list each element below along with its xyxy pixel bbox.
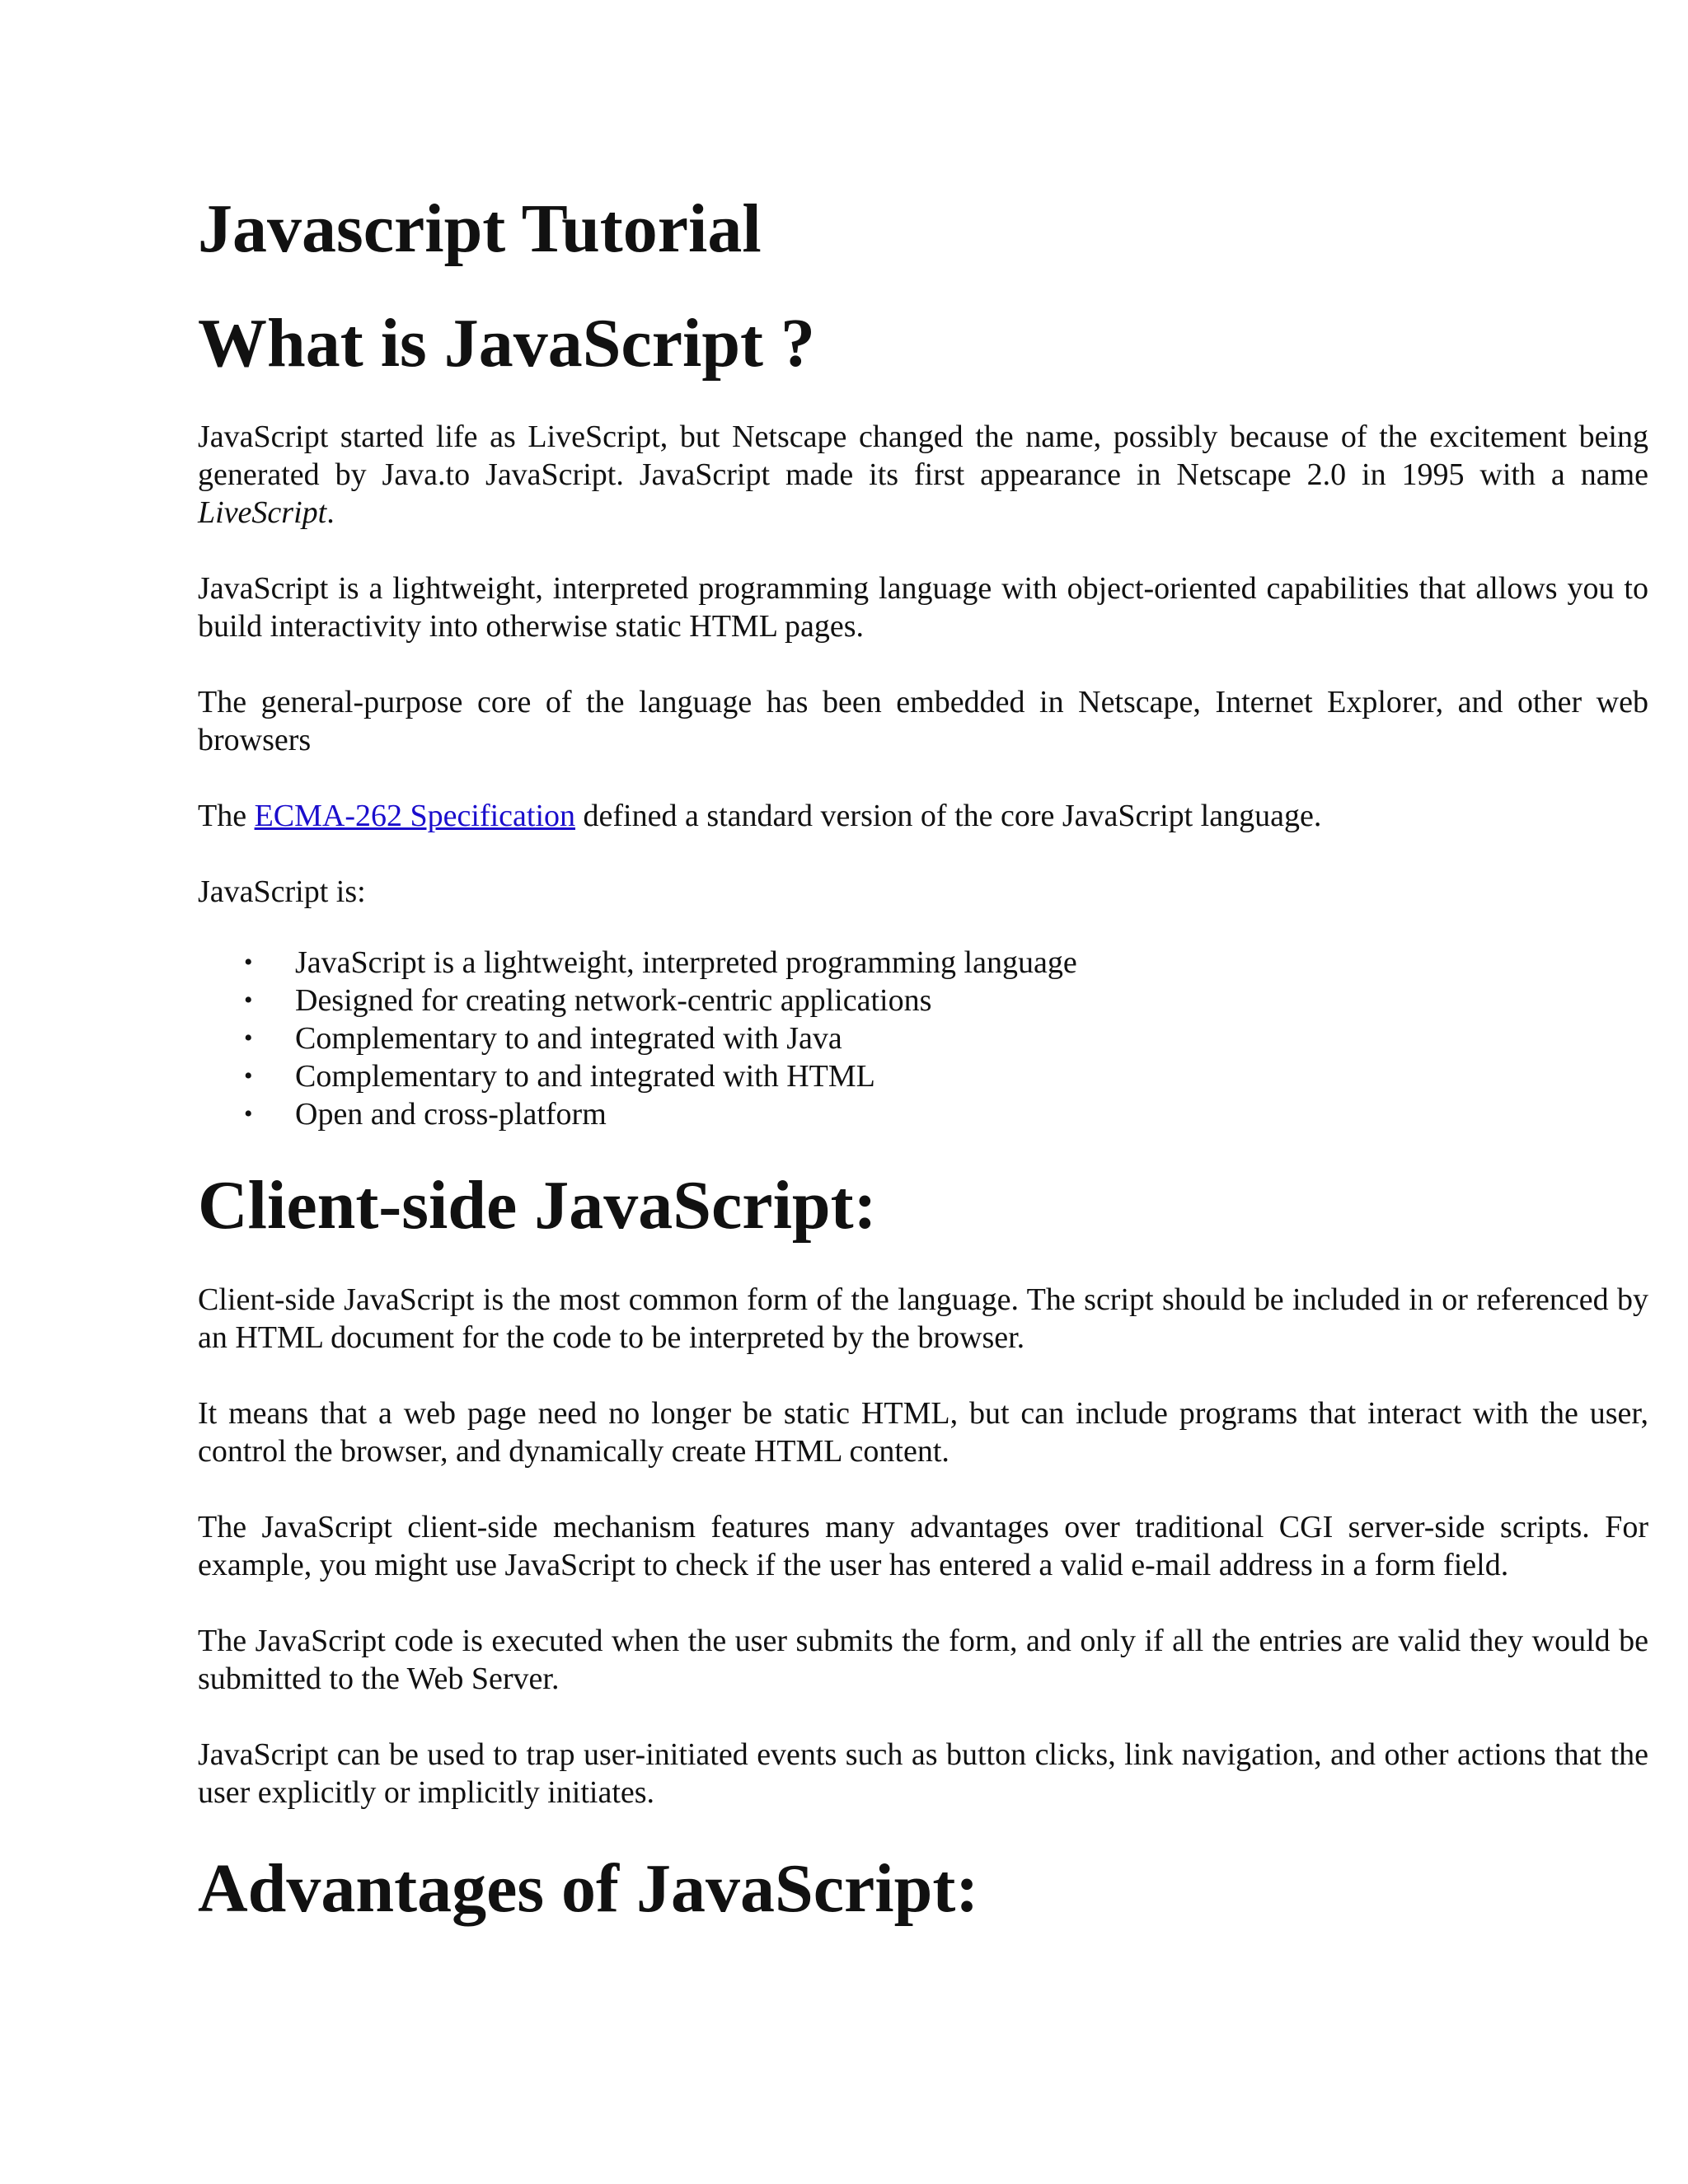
paragraph-client-side-common: Client-side JavaScript is the most common form of the language. The script should be included in or referenced by an HTML document for the code to be interpreted by the browser. xyxy=(198,1282,1648,1355)
list-item-text: JavaScript is a lightweight, interpreted programming language xyxy=(295,945,1077,981)
paragraph-history-end: . xyxy=(326,495,335,531)
paragraph-javascript-is: JavaScript is: xyxy=(198,874,366,910)
paragraph-not-static: It means that a web page need no longer be static HTML, but can include programs that interact with the user, control the browser, and dynamically create HTML content. xyxy=(198,1395,1648,1469)
paragraph-history xyxy=(198,418,1648,532)
paragraph-trap-events: JavaScript can be used to trap user-initiated events such as button clicks, link navigation, and other actions that the user explicitly or implicitly initiates. xyxy=(198,1736,1648,1810)
list-item-text: Open and cross-platform xyxy=(295,1097,607,1132)
feature-list xyxy=(198,944,1648,1133)
list-item-text: Complementary to and integrated with HTML xyxy=(295,1059,875,1094)
paragraph-ecma xyxy=(198,797,1648,835)
bullet-icon: • xyxy=(244,1062,253,1090)
ecma-specification-link[interactable]: ECMA-262 Specification xyxy=(254,799,576,834)
bullet-icon: • xyxy=(244,987,253,1015)
paragraph-form-submit: The JavaScript code is executed when the user submits the form, and only if all the entries are valid they would be submitted to the Web Server. xyxy=(198,1623,1648,1696)
list-item xyxy=(198,1057,1648,1095)
paragraph-lightweight: JavaScript is a lightweight, interpreted programming language with object-oriented capabilities that allows you to build interactivity into otherwise static HTML pages. xyxy=(198,571,1648,644)
list-item xyxy=(198,982,1648,1019)
heading-what-is-javascript: What is JavaScript ? xyxy=(198,304,816,382)
paragraph-history-italic: LiveScript xyxy=(198,495,327,531)
paragraph-advantages-cgi: The JavaScript client-side mechanism features many advantages over traditional CGI server-side scripts. For example, you might use JavaScript to check if the user has entered a valid e-mail address in a form field. xyxy=(198,1509,1648,1582)
paragraph-general-purpose: The general-purpose core of the language has been embedded in Netscape, Internet Explorer, and other web browsers xyxy=(198,685,1648,758)
list-item xyxy=(198,1019,1648,1057)
paragraph-ecma-after: defined a standard version of the core JavaScript language. xyxy=(575,799,1322,834)
heading-advantages-of-javascript: Advantages of JavaScript: xyxy=(198,1849,979,1927)
bullet-icon: • xyxy=(244,1100,253,1128)
list-item xyxy=(198,944,1648,982)
bullet-icon: • xyxy=(244,1024,253,1052)
list-item-text: Complementary to and integrated with Java xyxy=(295,1021,842,1057)
document-page xyxy=(198,190,1648,1929)
bullet-icon: • xyxy=(244,949,253,977)
list-item xyxy=(198,1095,1648,1133)
heading-client-side-javascript: Client-side JavaScript: xyxy=(198,1167,877,1244)
paragraph-history-text: JavaScript started life as LiveScript, but Netscape changed the name, possibly because of the excitement being generated by Java.to JavaScript. JavaScript made its first appearance in Netscape 2.0 in 1995 with a name xyxy=(198,419,1648,493)
page-title: Javascript Tutorial xyxy=(198,190,762,267)
paragraph-ecma-before: The xyxy=(198,799,255,834)
list-item-text: Designed for creating network-centric applications xyxy=(295,983,932,1019)
